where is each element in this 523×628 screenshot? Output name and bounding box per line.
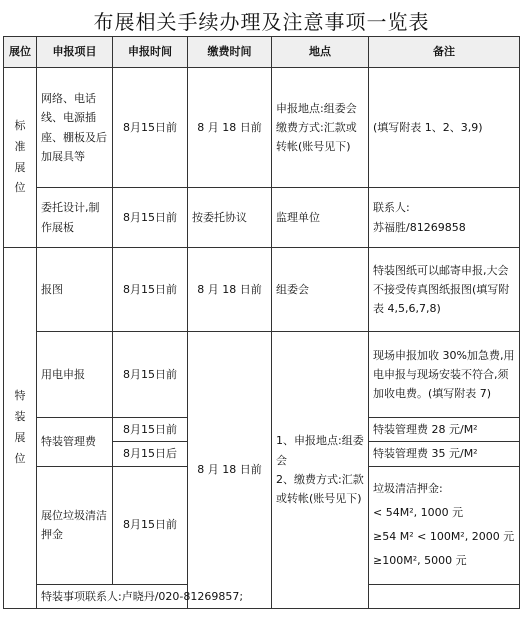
header-booth: 展位 — [4, 37, 37, 68]
table-row — [4, 332, 520, 418]
item-cell: 报图 — [37, 248, 113, 332]
note-cell: 联系人: 苏福胜/81269858 — [369, 188, 520, 248]
shared-location-cell: 1、申报地点:组委会 2、缴费方式:汇款或转帐(账号见下) — [272, 332, 369, 609]
footer-contact: 特装事项联系人:卢晓丹/020-81269857; — [37, 584, 520, 608]
footer-row — [4, 584, 520, 608]
header-row — [4, 37, 520, 68]
pay-time-cell: 8 月 18 日前 — [188, 68, 272, 188]
note-line: ≥54 M² < 100M², 2000 元 — [373, 530, 515, 543]
header-item: 申报项目 — [37, 37, 113, 68]
location-cell: 组委会 — [272, 248, 369, 332]
apply-time-cell: 8月15日前 — [113, 418, 188, 442]
item-cell: 展位垃圾清洁押金 — [37, 466, 113, 584]
note-line: 垃圾清洁押金: — [373, 481, 443, 495]
note-line: < 54M², 1000 元 — [373, 505, 464, 519]
special-booth-label: 特 装 展 位 — [4, 248, 37, 609]
apply-time-cell: 8月15日前 — [113, 466, 188, 584]
apply-time-cell: 8月15日前 — [113, 68, 188, 188]
note-cell: 特装管理费 35 元/M² — [369, 442, 520, 466]
header-note: 备注 — [369, 37, 520, 68]
item-cell: 特装管理费 — [37, 418, 113, 467]
apply-time-cell: 8月15日前 — [113, 188, 188, 248]
note-cell: 特装图纸可以邮寄申报,大会不接受传真图纸报图(填写附表 4,5,6,7,8) — [369, 248, 520, 332]
note-cell: (填写附表 1、2、3,9) — [369, 68, 520, 188]
apply-time-cell: 8月15日前 — [113, 332, 188, 418]
table-row — [4, 68, 520, 188]
header-apply-time: 申报时间 — [113, 37, 188, 68]
item-cell: 用电申报 — [37, 332, 113, 418]
item-cell: 网络、电话线、电源插座、棚板及后加展具等 — [37, 68, 113, 188]
note-cell: 特装管理费 28 元/M² — [369, 418, 520, 442]
apply-time-cell: 8月15日前 — [113, 248, 188, 332]
shared-pay-time-cell: 8 月 18 日前 — [188, 332, 272, 609]
location-cell: 申报地点:组委会 缴费方式:汇款或转帐(账号见下) — [272, 68, 369, 188]
table-row — [4, 188, 520, 248]
note-line: ≥100M², 5000 元 — [373, 554, 467, 568]
item-cell: 委托设计,制作展板 — [37, 188, 113, 248]
note-cell: 现场申报加收 30%加急费,用电申报与现场安装不符合,须加收电费。(填写附表 7) — [369, 332, 520, 418]
table-row — [4, 248, 520, 332]
header-location: 地点 — [272, 37, 369, 68]
page-title: 布展相关手续办理及注意事项一览表 — [93, 10, 430, 34]
note-cell — [369, 466, 520, 584]
header-pay-time: 缴费时间 — [188, 37, 272, 68]
location-cell: 监理单位 — [272, 188, 369, 248]
pay-time-cell: 8 月 18 日前 — [188, 248, 272, 332]
procedures-table — [3, 36, 520, 609]
pay-time-cell: 按委托协议 — [188, 188, 272, 248]
standard-booth-label: 标 准 展 位 — [4, 68, 37, 248]
apply-time-cell: 8月15日后 — [113, 442, 188, 466]
